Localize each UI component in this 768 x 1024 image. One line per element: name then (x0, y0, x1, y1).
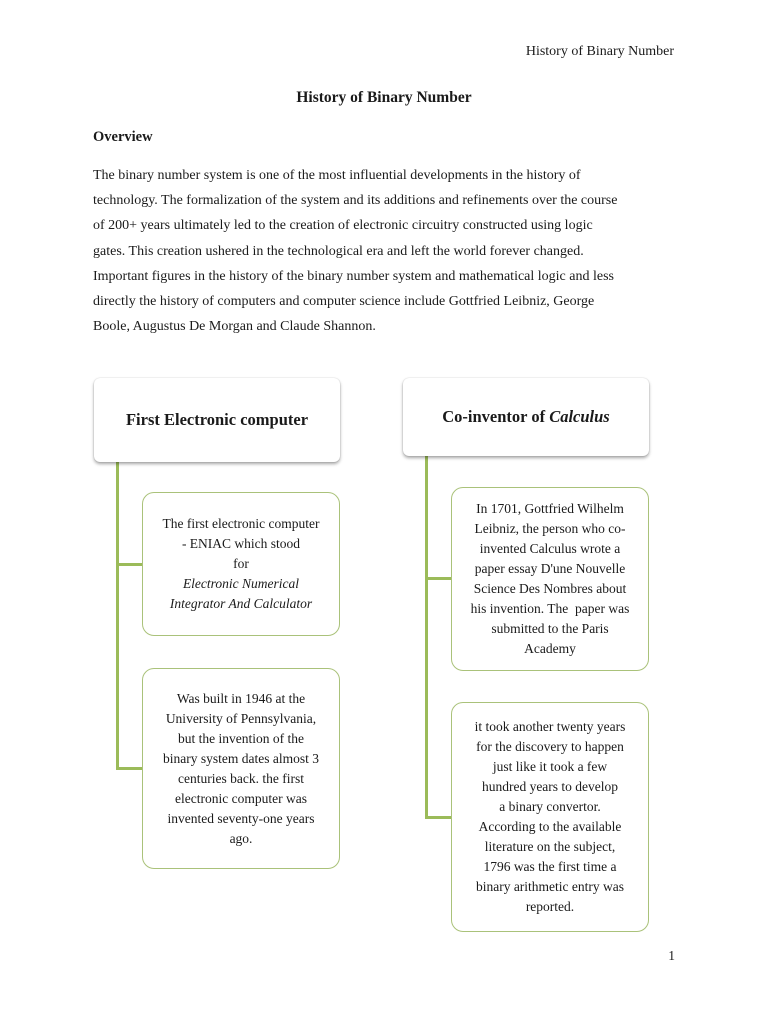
right-branch-connector-1 (425, 577, 452, 580)
card-line: it took another twenty years (474, 719, 626, 734)
card-line: submitted to the Paris (491, 621, 609, 636)
overview-line: of 200+ years ultimately led to the creation of electronic circuitry constructed using logic (93, 218, 593, 234)
co-inventor-of-calculus-header-text (442, 407, 609, 427)
card-line: Was built in 1946 at the (176, 690, 306, 706)
card-line: just like it took a few (492, 759, 608, 774)
card-line: invented seventy-one years (167, 810, 315, 826)
left-branch-vertical-connector (116, 462, 119, 770)
card-line: Academy (524, 641, 576, 656)
overview-paragraph (93, 163, 681, 339)
card-line: a binary convertor. (499, 799, 601, 814)
card-line: invented Calculus wrote a (479, 541, 621, 556)
card-line: reported. (525, 899, 575, 914)
right-branch-connector-2 (425, 816, 452, 819)
overview-line: The binary number system is one of the most influential developments in the history of (93, 168, 581, 183)
eniac-line: The first electronic computer (162, 516, 320, 531)
card-line: ago. (229, 830, 253, 846)
card-line: According to the available (478, 819, 622, 834)
document-title: History of Binary Number (296, 89, 472, 106)
overview-line: technology. The formalization of the system and its additions and refinements over the course (93, 193, 618, 209)
card-line: his invention. The paper was (470, 601, 630, 616)
card-line: paper essay D'une Nouvelle (474, 561, 626, 576)
card-line: centuries back. the first (178, 770, 304, 786)
eniac-card (142, 492, 340, 636)
co-inventor-of-calculus-header (403, 378, 649, 456)
page-number: 1 (668, 948, 675, 963)
card-line: electronic computer was (175, 790, 307, 806)
overview-line: gates. This creation ushered in the technological era and left the world forever changed. (93, 243, 584, 259)
card-line: 1796 was the first time a (483, 859, 617, 874)
eniac-line (151, 554, 331, 594)
eniac-line: - ENIAC which stood (181, 536, 301, 551)
first-electronic-computer-header (94, 378, 340, 462)
binary-arithmetic-1796-card (451, 702, 649, 932)
built-1946-card (142, 668, 340, 869)
first-electronic-computer-header-text: First Electronic computer (125, 410, 309, 429)
card-line: hundred years to develop (481, 779, 619, 794)
eniac-line-italic: Integrator And Calculator (169, 596, 313, 611)
left-branch-connector-1 (116, 563, 143, 566)
header-prefix: Co-inventor of (442, 407, 550, 426)
running-header: History of Binary Number (525, 44, 674, 59)
eniac-line-prefix: for (233, 556, 249, 571)
left-branch-connector-2 (116, 767, 143, 770)
card-line: binary arithmetic entry was (475, 879, 625, 894)
card-line: binary system dates almost 3 (163, 750, 319, 766)
card-line: for the discovery to happen (476, 739, 624, 754)
card-line: but the invention of the (178, 730, 304, 746)
card-line: University of Pennsylvania, (165, 710, 317, 726)
overview-line: Important figures in the history of the binary number system and mathematical logic and less (93, 268, 614, 284)
eniac-line-italic: Electronic Numerical (182, 576, 300, 591)
overview-line: directly the history of computers and computer science include Gottfried Leibniz, George (93, 294, 595, 310)
eniac-line (151, 594, 331, 614)
header-italic: Calculus (549, 407, 610, 426)
card-line: Leibniz, the person who co- (474, 521, 626, 536)
overview-heading: Overview (93, 129, 153, 145)
card-line: literature on the subject, (484, 839, 616, 854)
right-branch-vertical-connector (425, 456, 428, 819)
card-line: Science Des Nombres about (473, 581, 627, 596)
leibniz-1701-card (451, 487, 649, 671)
card-line: In 1701, Gottfried Wilhelm (476, 501, 624, 516)
overview-line: Boole, Augustus De Morgan and Claude Shannon. (93, 319, 376, 335)
